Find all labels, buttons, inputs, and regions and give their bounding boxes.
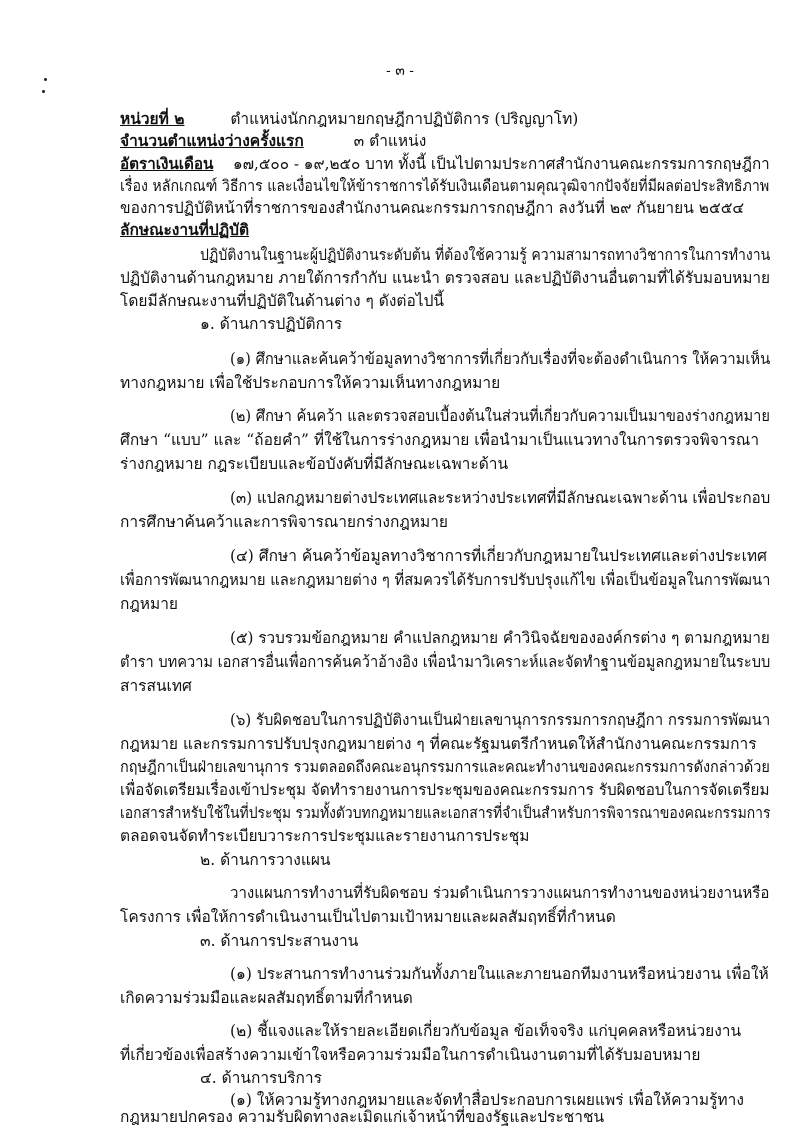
body-line: ศึกษา “แบบ” และ “ถ้อยคำ” ที่ใช้ในการร่างกฎหมาย เพื่อนำมาเป็นแนวทางในการตรวจพิจารณา [120,431,760,449]
body-line: ปฏิบัติงานในฐานะผู้ปฏิบัติงานระดับต้น ที่ต้องใช้ความรู้ ความสามารถทางวิชาการในการทำงาน [200,246,771,264]
salary-text: ๑๗,๕๐๐ - ๑๙,๒๕๐ บาท ทั้งนี้ เป็นไปตามประกาศสำนักงานคณะกรรมการกฤษฎีกา [232,155,770,173]
unit-title: ตำแหน่งนักกฎหมายกฤษฎีกาปฏิบัติการ (ปริญญาโท) [230,110,579,128]
salary-line-2: เรื่อง หลักเกณฑ์ วิธีการ และเงื่อนไขให้ข้าราชการได้รับเงินเดือนตามคุณวุฒิจากปัจจัยที่มีผลต่อประสิทธิภาพ [120,177,770,195]
body-line: เพื่อการพัฒนากฎหมาย และกฎหมายต่าง ๆ ที่สมควรได้รับการปรับปรุงแก้ไข เพื่อเป็นข้อมูลในการพัฒนา [120,571,771,589]
section-heading: ๑. ด้านการปฏิบัติการ [200,315,343,333]
body-line: (๑) ประสานการทำงานร่วมกันทั้งภายในและภายนอกทีมงานหรือหน่วยงาน เพื่อให้ [230,965,769,983]
salary-label: อัตราเงินเดือน [120,154,214,173]
vacancy-line [120,130,426,152]
unit-label: หน่วยที่ ๒ [120,109,185,128]
body-line: ที่เกี่ยวข้องเพื่อสร้างความเข้าใจหรือความร่วมมือในการดำเนินงานตามที่ได้รับมอบหมาย [120,1046,701,1064]
body-line: (๑) ให้ความรู้ทางกฎหมายและจัดทำสื่อประกอบการเผยแพร่ เพื่อให้ความรู้ทาง [230,1091,744,1109]
body-line: (๒) ศึกษา ค้นคว้า และตรวจสอบเบื้องต้นในส่วนที่เกี่ยวกับความเป็นมาของร่างกฎหมาย [230,407,771,425]
section-heading: ๒. ด้านการวางแผน [200,851,331,869]
body-line: การศึกษาค้นคว้าและการพิจารณายกร่างกฎหมาย [120,513,449,531]
body-line: สารสนเทศ [120,677,192,695]
body-line: กฎหมาย [120,595,179,613]
body-line: โดยมีลักษณะงานที่ปฏิบัติในด้านต่าง ๆ ดังต่อไปนี้ [120,292,445,310]
body-line: เกิดความร่วมมือและผลสัมฤทธิ์ตามที่กำหนด [120,989,413,1007]
body-line: กฎหมายปกครอง ความรับผิดทางละเมิดแก่เจ้าหน้าที่ของรัฐและประชาชน [120,1108,605,1126]
body-line: กฎหมาย และกรรมการปรับปรุงกฎหมายต่าง ๆ ที่คณะรัฐมนตรีกำหนดให้สำนักงานคณะกรรมการ [120,735,757,753]
body-line: (๕) รวบรวมข้อกฎหมาย คำแปลกฎหมาย คำวินิจฉัยขององค์กรต่าง ๆ ตามกฎหมาย [230,629,770,647]
body-line: วางแผนการทำงานที่รับผิดชอบ ร่วมดำเนินการวางแผนการทำงานของหน่วยงานหรือ [230,884,770,902]
body-line: (๖) รับผิดชอบในการปฏิบัติงานเป็นฝ่ายเลขานุการกรรมการกฤษฎีกา กรรมการพัฒนา [230,711,771,729]
body-line: โครงการ เพื่อให้การดำเนินงานเป็นไปตามเป้าหมายและผลสัมฤทธิ์ที่กำหนด [120,908,616,926]
vacancy-label: จำนวนตำแหน่งว่างครั้งแรก [120,131,304,150]
body-line: เอกสารสำหรับใช้ในที่ประชุม รวมทั้งตัวบทกฎหมายและเอกสารที่จำเป็นสำหรับการพิจารณาของคณะกรรมการ [120,804,771,822]
section-heading: ๓. ด้านการประสานงาน [200,932,359,950]
body-line: กฤษฎีกาเป็นฝ่ายเลขานุการ รวมตลอดถึงคณะอนุกรรมการและคณะทำงานของคณะกรรมการดังกล่าวด้วย [120,758,770,776]
body-line: ตลอดจนจัดทำระเบียบวาระการประชุมและรายงานการประชุม [120,827,530,845]
vacancy-value: ๓ ตำแหน่ง [353,132,427,150]
body-line: ร่างกฎหมาย กฎระเบียบและข้อบังคับที่มีลักษณะเฉพาะด้าน [120,455,509,473]
unit-heading [120,108,578,130]
page-number: - ๓ - [386,63,414,79]
scan-speck [42,90,45,93]
body-line: ตำรา บทความ เอกสารอื่นเพื่อการค้นคว้าอ้างอิง เพื่อนำมาวิเคราะห์และจัดทำฐานข้อมูลกฎหมายในระบบ [120,653,771,671]
body-line: (๓) แปลกฎหมายต่างประเทศและระหว่างประเทศที่มีลักษณะเฉพาะด้าน เพื่อประกอบ [230,489,771,507]
body-line: ปฏิบัติงานด้านกฎหมาย ภายใต้การกำกับ แนะนำ ตรวจสอบ และปฏิบัติงานอื่นตามที่ได้รับมอบหมาย [120,269,771,287]
section-heading: ๔. ด้านการบริการ [200,1069,322,1087]
body-line: (๑) ศึกษาและค้นคว้าข้อมูลทางวิชาการที่เกี่ยวกับเรื่องที่จะต้องดำเนินการ ให้ความเห็น [230,350,771,368]
body-line: เพื่อจัดเตรียมเรื่องเข้าประชุม จัดทำรายงานการประชุมของคณะกรรมการ รับผิดชอบในการจัดเตรียม [120,781,770,799]
salary-line [120,153,770,175]
body-line: ทางกฎหมาย เพื่อใช้ประกอบการให้ความเห็นทางกฎหมาย [120,374,501,392]
body-line: (๔) ศึกษา ค้นคว้าข้อมูลทางวิชาการที่เกี่ยวกับกฎหมายในประเทศและต่างประเทศ [230,547,767,565]
salary-line-3: ของการปฏิบัติหน้าที่ราชการของสำนักงานคณะกรรมการกฤษฎีกา ลงวันที่ ๒๙ กันยายน ๒๕๕๔ [120,199,745,217]
body-line: (๒) ชี้แจงและให้รายละเอียดเกี่ยวกับข้อมูล ข้อเท็จจริง แก่บุคคลหรือหน่วยงาน [230,1022,742,1040]
duties-heading: ลักษณะงานที่ปฏิบัติ [120,220,250,239]
